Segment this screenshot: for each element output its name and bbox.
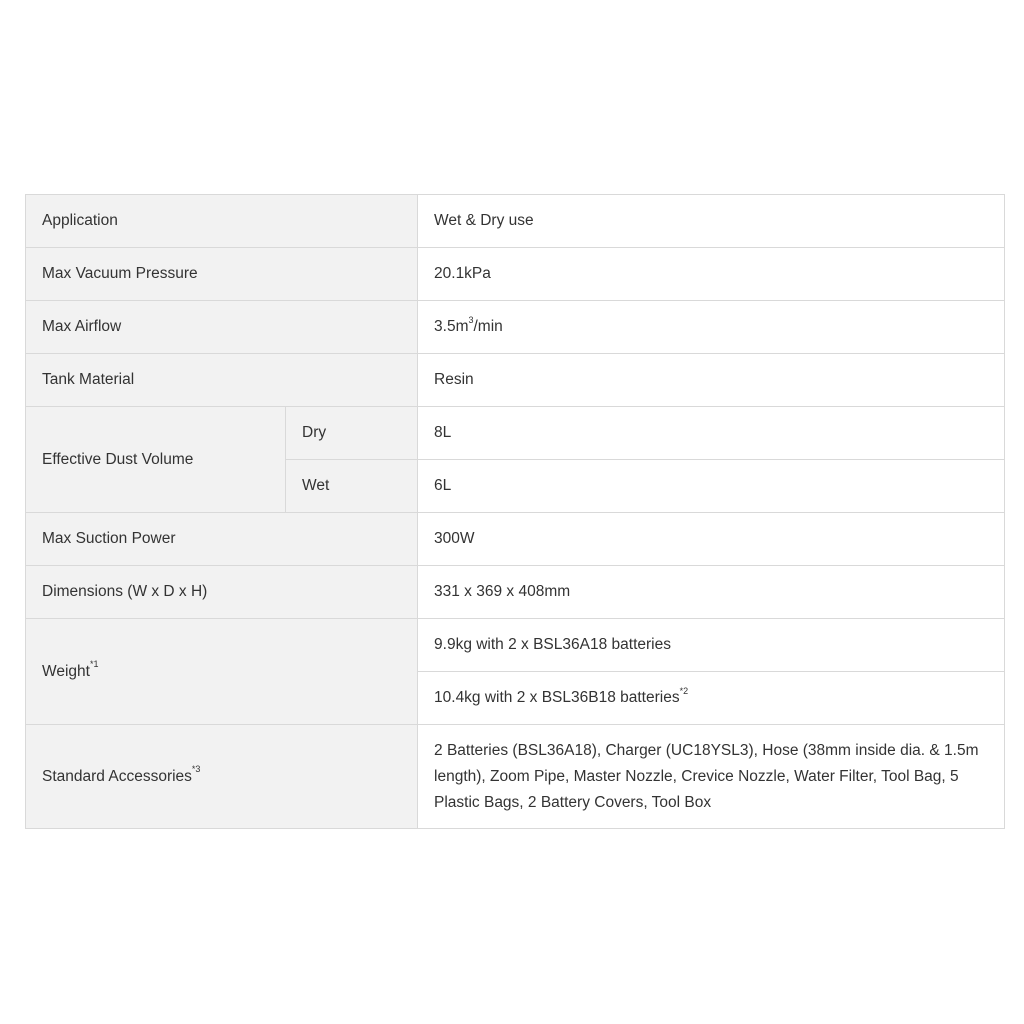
effective-dust-volume-label: Effective Dust Volume	[26, 407, 286, 513]
table-row	[26, 354, 1005, 407]
application-value: Wet & Dry use	[418, 195, 1005, 248]
max-airflow-value-unit: /min	[473, 318, 503, 335]
weight-value-a: 9.9kg with 2 x BSL36A18 batteries	[418, 619, 1005, 672]
weight-value-b-footnote-marker: *2	[679, 685, 689, 696]
dust-volume-wet-value: 6L	[418, 460, 1005, 513]
max-suction-power-label: Max Suction Power	[26, 513, 418, 566]
standard-accessories-footnote-marker: *3	[191, 764, 201, 775]
weight-label-text: Weight	[42, 662, 90, 680]
table-row	[26, 195, 1005, 248]
max-airflow-value-number: 3.5m	[434, 318, 469, 335]
standard-accessories-label-text: Standard Accessories	[42, 767, 192, 785]
weight-label	[26, 619, 418, 725]
tank-material-label: Tank Material	[26, 354, 418, 407]
max-airflow-label: Max Airflow	[26, 301, 418, 354]
dimensions-label: Dimensions (W x D x H)	[26, 566, 418, 619]
table-row	[26, 619, 1005, 672]
standard-accessories-value: 2 Batteries (BSL36A18), Charger (UC18YSL3), Hose (38mm inside dia. & 1.5m length), Zoom Pipe, Master Nozzle, Crevice Nozzle, Water Filter, Tool Bag, 5 Plastic Bags, 2 Battery Covers, Tool Box	[418, 725, 1005, 829]
max-vacuum-pressure-value: 20.1kPa	[418, 248, 1005, 301]
weight-value-b-text: 10.4kg with 2 x BSL36B18 batteries	[434, 689, 680, 706]
dust-volume-dry-label: Dry	[286, 407, 418, 460]
max-suction-power-value: 300W	[418, 513, 1005, 566]
max-airflow-value-exponent: 3	[468, 314, 474, 325]
dust-volume-dry-value: 8L	[418, 407, 1005, 460]
table-row	[26, 407, 1005, 460]
weight-value-b	[418, 672, 1005, 725]
dust-volume-wet-label: Wet	[286, 460, 418, 513]
max-vacuum-pressure-label: Max Vacuum Pressure	[26, 248, 418, 301]
table-row	[26, 301, 1005, 354]
table-row	[26, 725, 1005, 829]
table-row	[26, 248, 1005, 301]
max-airflow-value	[418, 301, 1005, 354]
application-label: Application	[26, 195, 418, 248]
standard-accessories-label	[26, 725, 418, 829]
specifications-table	[25, 194, 1005, 829]
tank-material-value: Resin	[418, 354, 1005, 407]
dimensions-value: 331 x 369 x 408mm	[418, 566, 1005, 619]
table-row	[26, 566, 1005, 619]
table-row	[26, 513, 1005, 566]
weight-footnote-marker: *1	[89, 659, 99, 670]
